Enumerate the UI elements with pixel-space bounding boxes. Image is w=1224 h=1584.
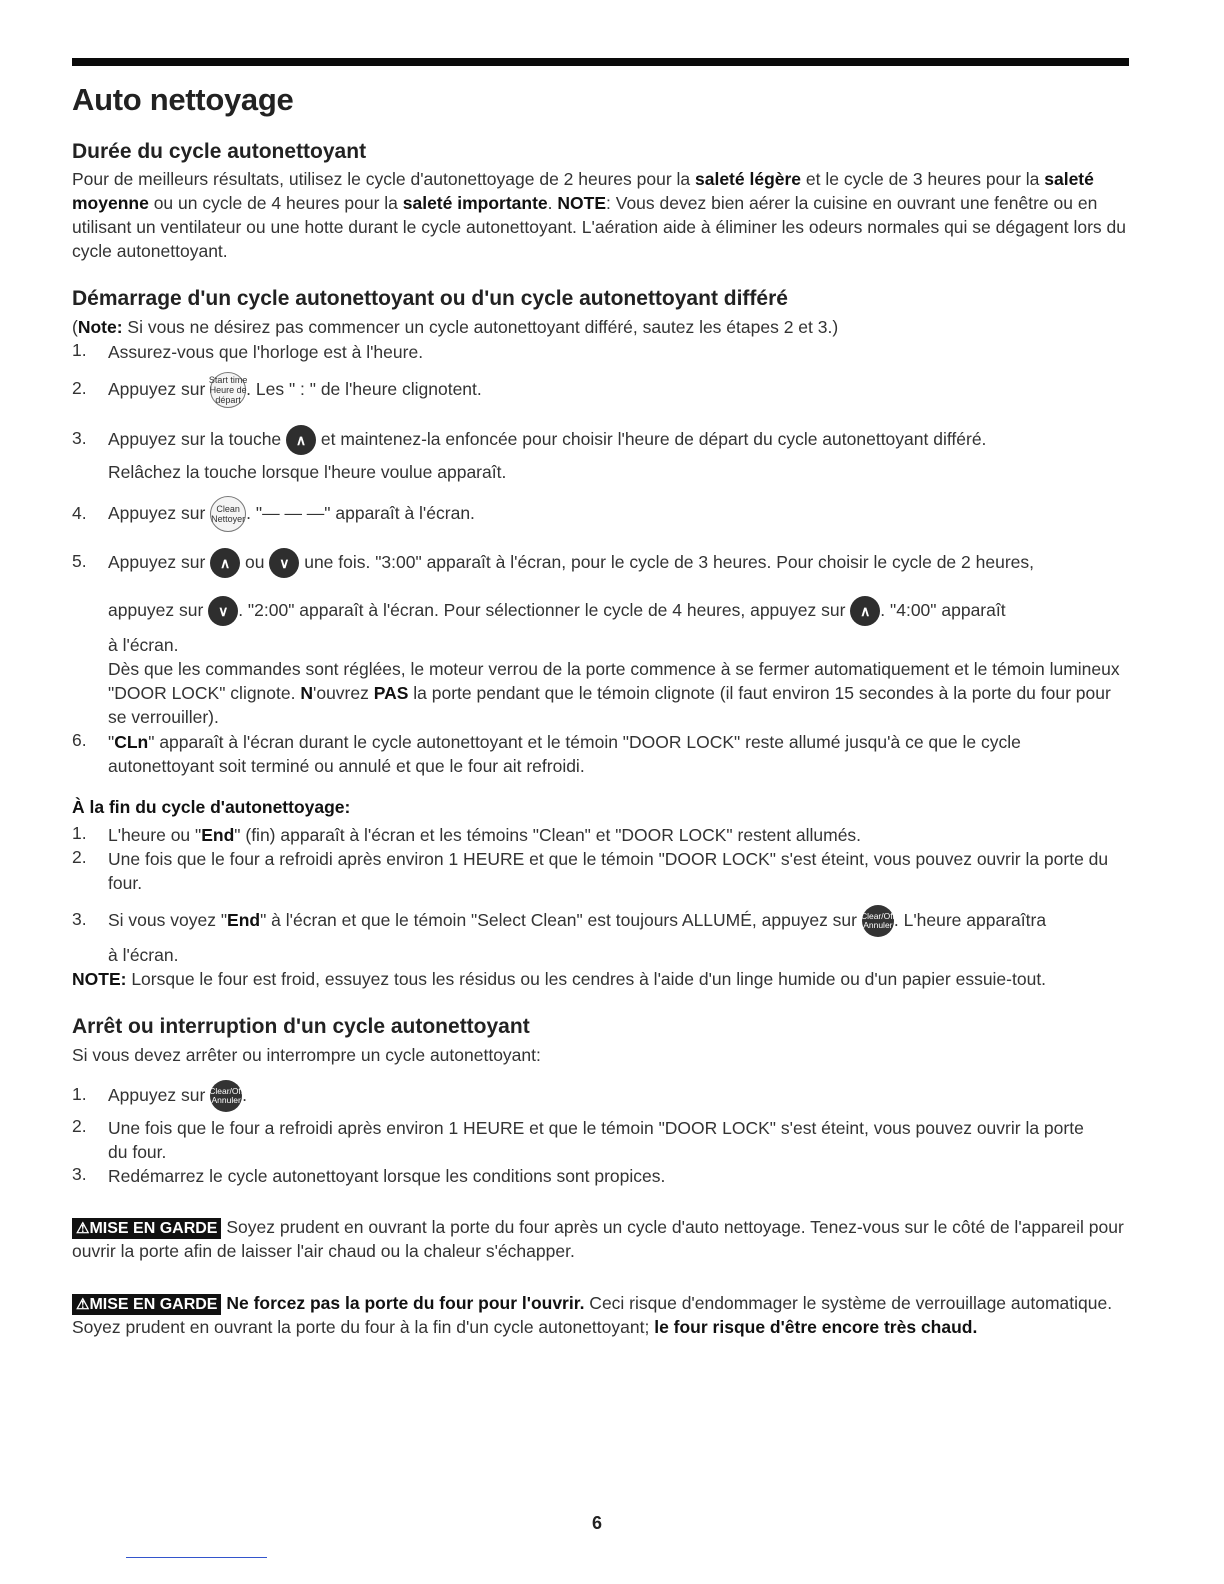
list-number: 2. [72,847,87,867]
page-title: Auto nettoyage [72,82,294,117]
note-skip-steps: (Note: Si vous ne désirez pas commencer un cycle autonettoyant différé, sautez les étapes 2 et 3.) [72,317,839,337]
list-number: 3. [72,909,87,929]
paragraph-cycle-duration: Pour de meilleurs résultats, utilisez le cycle d'autonettoyage de 2 heures pour la saleté légère et le cycle de 3 heures pour la saleté moyenne ou un cycle de 4 heures pour la saleté importante. NOTE: Vous devez bien aérer la cuisine en ouvrant une fenêtre ou en utilisant un ventilateur ou une hotte durant le cycle autonettoyant. L'aération aide à éliminer les odeurs normales qui se dégagent lors du cycle autonettoyant. [72,169,1127,261]
warning-triangle-icon: ⚠ [76,1220,90,1237]
end-item-3-cont: à l'écran. [108,945,179,965]
list-number: 2. [72,1116,87,1136]
stop-intro: Si vous devez arrêter ou interrompre un cycle autonettoyant: [72,1045,541,1065]
step-5-line-1: Appuyez sur ∧ ou ∨ une fois. "3:00" apparaît à l'écran, pour le cycle de 3 heures. Pour choisir le cycle de 2 heures, [108,545,1130,579]
step-5-door-lock: Dès que les commandes sont réglées, le moteur verrou de la porte commence à se fermer automatiquement et le témoin lumineux "DOOR LOCK" clignote. N'ouvrez PAS la porte pendant que le témoin clignote (il faut environ 15 secondes à la porte du four pour se verrouiller). [108,659,1120,727]
step-1: Assurez-vous que l'horloge est à l'heure. [108,342,424,362]
list-number: 5. [72,551,87,571]
step-6: "CLn" apparaît à l'écran durant le cycle autonettoyant et le témoin "DOOR LOCK" reste allumé jusqu'à ce que le cycle autonettoyant soit terminé ou annulé et que le four ait refroidi. [108,732,1021,776]
end-item-3: Si vous voyez "End" à l'écran et que le témoin "Select Clean" est toujours ALLUMÉ, appuyez sur Clear/Off Annuler . L'heure apparaîtra [108,902,1130,938]
stop-item-2: Une fois que le four a refroidi après environ 1 HEURE et que le témoin "DOOR LOCK" s'est éteint, vous pouvez ouvrir la porte du four. [108,1118,1084,1162]
footer-rule [126,1557,267,1558]
step-3: Appuyez sur la touche ∧ et maintenez-la enfoncée pour choisir l'heure de départ du cycle autonettoyant différé. [108,422,1130,456]
step-3-release: Relâchez la touche lorsque l'heure voulue apparaît. [108,462,507,482]
up-arrow-button-icon: ∧ [286,425,316,455]
up-arrow-button-icon: ∧ [850,596,880,626]
list-number: 2. [72,378,87,398]
list-number: 6. [72,730,87,750]
clear-off-button-icon: Clear/Off Annuler [862,905,894,937]
top-rule [72,58,1129,66]
list-number: 4. [72,503,87,523]
down-arrow-button-icon: ∨ [208,596,238,626]
list-number: 1. [72,1084,87,1104]
list-number: 3. [72,1164,87,1184]
list-number: 1. [72,823,87,843]
warning-1: ⚠MISE EN GARDE Soyez prudent en ouvrant la porte du four après un cycle d'auto nettoyage. Tenez-vous sur le côté de l'appareil pour ouvrir la porte afin de laisser l'air chaud ou la chaleur s'échapper. [72,1217,1124,1261]
warning-2: ⚠MISE EN GARDE Ne forcez pas la porte du four pour l'ouvrir. Ceci risque d'endommager le système de verrouillage automatique. Soyez prudent en ouvrant la porte du four à la fin d'un cycle autonettoyant; le four risque d'être encore très chaud. [72,1293,1113,1337]
list-number: 1. [72,340,87,360]
section-heading-end-of-cycle: À la fin du cycle d'autonettoyage: [72,797,351,817]
end-item-2: Une fois que le four a refroidi après environ 1 HEURE et que le témoin "DOOR LOCK" s'est éteint, vous pouvez ouvrir la porte du four. [108,849,1109,893]
section-heading-cycle-duration: Durée du cycle autonettoyant [72,140,367,163]
warning-triangle-icon: ⚠ [76,1296,90,1313]
section-heading-stop-cycle: Arrêt ou interruption d'un cycle autonettoyant [72,1015,530,1038]
warning-badge: ⚠MISE EN GARDE [72,1218,221,1239]
clean-button-icon: Clean Nettoyer [210,496,246,532]
down-arrow-button-icon: ∨ [269,548,299,578]
clear-off-button-icon: Clear/Off Annuler [210,1080,242,1112]
start-time-button-icon: Start time Heure de départ [210,372,246,408]
step-2: Appuyez sur Start time Heure de départ . Les " : " de l'heure clignotent. [108,371,1130,408]
up-arrow-button-icon: ∧ [210,548,240,578]
stop-item-1: Appuyez sur Clear/Off Annuler . [108,1077,1130,1113]
note-cleaning: NOTE: Lorsque le four est froid, essuyez tous les résidus ou les cendres à l'aide d'un linge humide ou d'un papier essuie-tout. [72,969,1047,989]
step-5-line-2: appuyez sur ∨ . "2:00" apparaît à l'écran. Pour sélectionner le cycle de 4 heures, appuyez sur ∧ . "4:00" apparaît [108,593,1130,627]
section-heading-start-cycle: Démarrage d'un cycle autonettoyant ou d'un cycle autonettoyant différé [72,287,788,310]
warning-badge: ⚠MISE EN GARDE [72,1294,221,1315]
end-item-1: L'heure ou "End" (fin) apparaît à l'écran et les témoins "Clean" et "DOOR LOCK" restent allumés. [108,825,862,845]
step-5-line-3: à l'écran. [108,635,179,655]
list-number: 3. [72,428,87,448]
page-number: 6 [592,1513,603,1533]
step-4: Appuyez sur Clean Nettoyer . "— — —" apparaît à l'écran. [108,494,1130,532]
stop-item-3: Redémarrez le cycle autonettoyant lorsque les conditions sont propices. [108,1166,666,1186]
